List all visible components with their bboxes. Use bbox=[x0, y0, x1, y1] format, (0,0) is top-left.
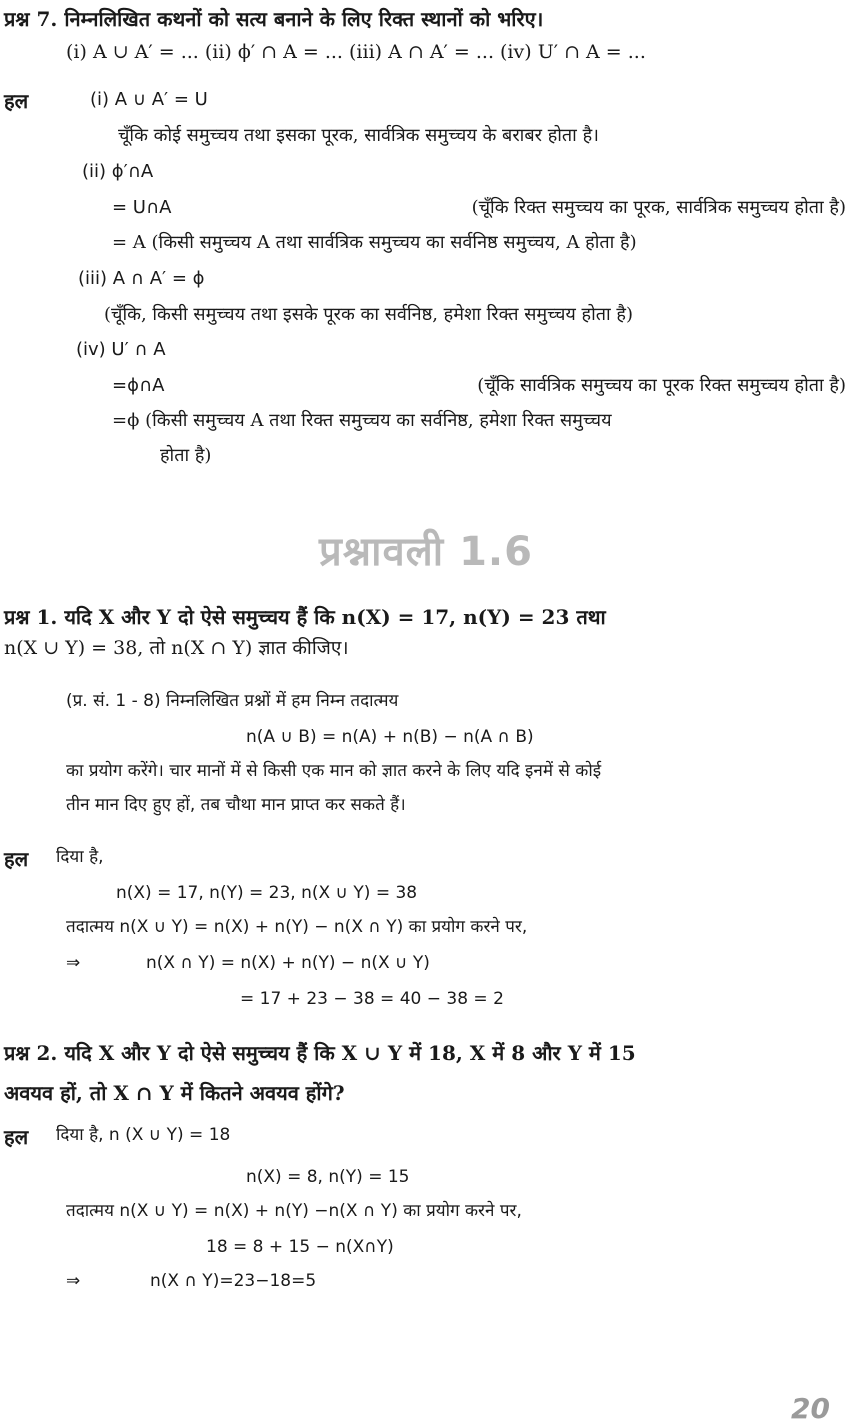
identity-formula: n(A ∪ B) = n(A) + n(B) − n(A ∩ B) bbox=[246, 727, 534, 747]
solution-2-result: n(X ∩ Y)=23−18=5 bbox=[150, 1271, 317, 1291]
solution-7-part-3: (iii) A ∩ A′ = ϕ bbox=[78, 268, 205, 289]
solution-7-part-1: (i) A ∪ A′ = U bbox=[90, 89, 208, 110]
implies-arrow: ⇒ bbox=[66, 953, 81, 973]
question-7-title: प्रश्न 7. निम्नलिखित कथनों को सत्य बनाने के लिए रिक्त स्थानों को भरिए। bbox=[4, 7, 544, 31]
note-line-1: (प्र. सं. 1 - 8) निम्नलिखित प्रश्नों में हम निम्न तदात्मय bbox=[66, 691, 399, 711]
solution-7-part-1-reason: चूँकि कोई समुच्चय तथा इसका पूरक, सार्वत्रिक समुच्चय के बराबर होता है। bbox=[118, 125, 599, 146]
solution-1-step: n(X ∩ Y) = n(X) + n(Y) − n(X ∪ Y) bbox=[146, 953, 430, 973]
solution-7-part-3-reason: (चूँकि, किसी समुच्चय तथा इसके पूरक का सर्वनिष्ठ, हमेशा रिक्त समुच्चय होता है) bbox=[104, 304, 633, 325]
solution-label: हल bbox=[4, 89, 29, 113]
page-number: 20 bbox=[791, 1392, 830, 1425]
question-1-line-2: n(X ∪ Y) = 38, तो n(X ∩ Y) ज्ञात कीजिए। bbox=[4, 637, 349, 659]
implies-arrow: ⇒ bbox=[66, 1271, 81, 1291]
solution-1-identity: तदात्मय n(X ∪ Y) = n(X) + n(Y) − n(X ∩ Y) का प्रयोग करने पर, bbox=[66, 917, 528, 937]
solution-7-part-4-step-a: =ϕ∩A bbox=[112, 375, 165, 396]
solution-7-part-4-step-a-reason: (चूँकि सार्वत्रिक समुच्चय का पूरक रिक्त समुच्चय होता है) bbox=[477, 375, 846, 396]
exercise-heading: प्रश्नावली 1.6 bbox=[319, 529, 533, 575]
solution-1-given-values: n(X) = 17, n(Y) = 23, n(X ∪ Y) = 38 bbox=[116, 883, 418, 903]
solution-1-result: = 17 + 23 − 38 = 40 − 38 = 2 bbox=[240, 989, 504, 1009]
given-label: दिया है, bbox=[56, 847, 104, 867]
question-2-line-1: प्रश्न 2. यदि X और Y दो ऐसे समुच्चय हैं कि X ∪ Y में 18, X में 8 और Y में 15 bbox=[4, 1041, 636, 1065]
solution-7-part-4: (iv) U′ ∩ A bbox=[76, 339, 166, 360]
solution-7-part-2-step-b: = A (किसी समुच्चय A तथा सार्वत्रिक समुच्चय का सर्वनिष्ठ समुच्चय, A होता है) bbox=[112, 232, 637, 253]
solution-7-part-2: (ii) ϕ′∩A bbox=[82, 161, 154, 182]
solution-7-part-4-step-c: होता है) bbox=[160, 445, 212, 466]
solution-7-part-2-step-a: = U∩A bbox=[112, 197, 172, 218]
solution-label: हल bbox=[4, 847, 29, 871]
solution-2-given: दिया है, n (X ∪ Y) = 18 bbox=[56, 1125, 231, 1145]
solution-7-part-4-step-b: =ϕ (किसी समुच्चय A तथा रिक्त समुच्चय का सर्वनिष्ठ, हमेशा रिक्त समुच्चय bbox=[112, 410, 612, 431]
question-7-parts: (i) A ∪ A′ = ... (ii) ϕ′ ∩ A = ... (iii) A ∩ A′ = ... (iv) U′ ∩ A = ... bbox=[66, 41, 646, 63]
note-line-4: तीन मान दिए हुए हों, तब चौथा मान प्राप्त कर सकते हैं। bbox=[66, 795, 406, 815]
solution-2-step: 18 = 8 + 15 − n(X∩Y) bbox=[206, 1237, 394, 1257]
question-1-line-1: प्रश्न 1. यदि X और Y दो ऐसे समुच्चय हैं कि n(X) = 17, n(Y) = 23 तथा bbox=[4, 605, 606, 629]
solution-2-identity: तदात्मय n(X ∪ Y) = n(X) + n(Y) −n(X ∩ Y) का प्रयोग करने पर, bbox=[66, 1201, 522, 1221]
solution-2-given-values: n(X) = 8, n(Y) = 15 bbox=[246, 1167, 410, 1187]
note-line-3: का प्रयोग करेंगे। चार मानों में से किसी एक मान को ज्ञात करने के लिए यदि इनमें से कोई bbox=[66, 761, 602, 781]
solution-7-part-2-step-a-reason: (चूँकि रिक्त समुच्चय का पूरक, सार्वत्रिक समुच्चय होता है) bbox=[471, 197, 846, 218]
solution-label: हल bbox=[4, 1125, 29, 1149]
question-2-line-2: अवयव हों, तो X ∩ Y में कितने अवयव होंगे? bbox=[4, 1081, 345, 1105]
